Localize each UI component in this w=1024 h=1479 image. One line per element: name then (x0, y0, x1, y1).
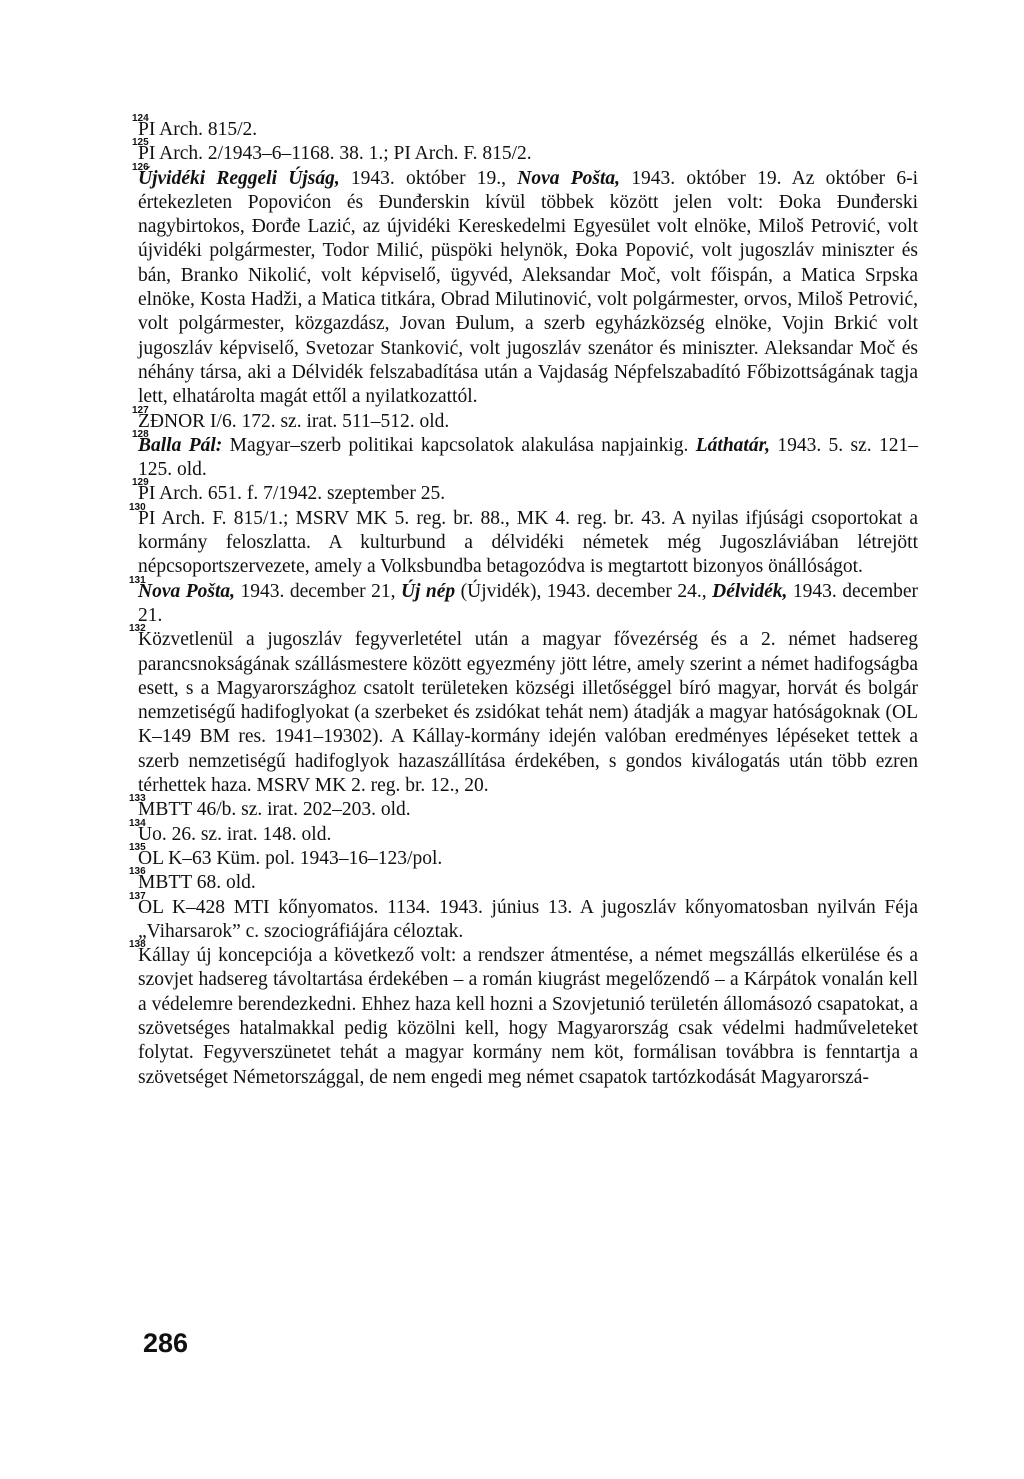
footnote-125 (132, 137, 918, 166)
text-run: 1943. december 21. (138, 580, 919, 626)
footnote-135 (129, 841, 918, 871)
text-run: 1943. december 21, (235, 580, 401, 602)
italic-title: Láthatár, (695, 434, 770, 456)
footnote-number: 134 (129, 817, 146, 829)
footnotes-list (129, 113, 919, 1090)
footnote-text (138, 434, 918, 483)
text-run: 1943. október 19. Az október 6-i értekezleten Popovićon és Đunđerskin kívül többek között jelen volt: Đoka Đunđerski nagybirtokos, Đorđe Lazić, az újvidéki Kereskedelmi Egyesület volt elnöke, Miloš Petrović, volt újvidéki polgármester, Todor Milić, püspöki helynök, Đoka Popović, volt jugoszláv miniszter és bán, Branko Nikolić, volt képviselő, ügyvéd, Aleksandar Moč, volt főispán, a Matica Srpska elnöke, Kosta Hadži, a Matica titkára, Obrad Milutinović, volt polgármester, orvos, Miloš Petrović, volt polgármester, közgazdász, Jovan Đulum, a szerb egyházközség elnöke, Vojin Brkić volt jugoszláv képviselő, Svetozar Stanković, volt jugoszláv szenátor és miniszter. Aleksandar Moč és néhány társa, aki a Délvidék felszabadítása után a Vajdaság Népfelszabadító Főbizottságának tagja lett, elhatárolta magát ettől a nyilatkozattól. (138, 167, 919, 408)
text-run: Kállay új koncepciója a következő volt: a rendszer átmentése, a német megszállás elkerülése és a szovjet hadsereg távoltartása érdekében – a román kiugrást megelőzendő – a Kárpátok vonalán kell a védelemre berendezkedni. Ehhez haza kell hozni a Szovjetunió területén állomásozó csapatokat, a szövetséges hatalmakkal pedig közölni kell, hogy Magyarország csak védelmi hadműveleteket folytat. Fegyverszünetet tehát a magyar kormány nem köt, formálisan továbbra is fenntartja a szövetséget Németországgal, de nem engedi meg német csapatok tartózkodását Magyarorszá- (138, 945, 918, 1088)
italic-title: Új nép (400, 580, 456, 602)
footnote-number: 131 (129, 574, 146, 586)
footnote-number: 128 (132, 428, 149, 440)
footnote-number: 136 (129, 866, 146, 878)
text-run: Uo. 26. sz. irat. 148. old. (138, 823, 332, 845)
text-run: MBTT 68. old. (138, 872, 256, 894)
footnote-number: 126 (132, 161, 149, 173)
footnote-text (138, 410, 918, 434)
italic-title: Nova Pošta, (138, 580, 236, 602)
text-run: Magyar–szerb politikai kapcsolatok alakulása napjainkig. (222, 434, 696, 456)
text-run: PI Arch. 651. f. 7/1942. szeptember 25. (138, 483, 446, 505)
footnote-text (138, 944, 918, 1090)
footnote-132 (129, 623, 918, 798)
footnote-text (138, 142, 918, 166)
text-run: PI Arch. 2/1943–6–1168. 38. 1.; PI Arch. F. 815/2. (138, 143, 532, 165)
text-run: PI Arch. F. 815/1.; MSRV MK 5. reg. br. 88., MK 4. reg. br. 43. A nyilas ifjúsági csoportokat a kormány feloszlatta. A kulturbund a délvidéki németek még Jugoszláviában létrejött népcsoportszervezete, amely a Volksbundba betagozódva is megtartott bizonyos önállóságot. (138, 507, 918, 578)
footnote-number: 125 (132, 137, 149, 149)
text-run: OL K–63 Küm. pol. 1943–16–123/pol. (138, 847, 443, 869)
footnote-text (138, 628, 918, 798)
italic-title: Balla Pál: (138, 434, 223, 456)
italic-title: Délvidék, (712, 580, 788, 602)
footnote-text (138, 847, 918, 871)
footnote-129 (132, 477, 918, 506)
footnote-text (138, 580, 918, 629)
text-run: (Újvidék), 1943. december 24., (455, 580, 713, 602)
footnote-number: 137 (129, 890, 146, 902)
footnote-text (138, 507, 918, 580)
text-run: PI Arch. 815/2. (138, 119, 258, 140)
footnote-136 (129, 866, 918, 895)
footnote-text (138, 798, 918, 822)
footnote-text (138, 118, 918, 142)
footnote-124 (132, 113, 918, 142)
footnote-number: 133 (129, 793, 146, 805)
footnote-number: 130 (129, 501, 146, 513)
footnote-number: 127 (132, 404, 149, 416)
footnote-text (138, 823, 918, 847)
text-run: 1943. október 19., (339, 167, 518, 189)
footnote-text (138, 896, 918, 945)
footnote-133 (129, 793, 918, 822)
footnote-text (138, 482, 918, 506)
text-run: 1943. 5. sz. 121–125. old. (138, 434, 918, 481)
text-run: MBTT 46/b. sz. irat. 202–203. old. (138, 799, 411, 821)
italic-title: Nova Pošta, (517, 167, 621, 189)
footnote-number: 138 (129, 939, 146, 951)
text-run: OL K–428 MTI kőnyomatos. 1134. 1943. június 13. A jugoszláv kőnyomatosban nyilván Féja „Viharsarok” c. szociográfiájára céloztak. (138, 896, 918, 942)
footnote-text (138, 167, 918, 410)
footnote-text (138, 871, 918, 895)
footnote-number: 132 (129, 623, 146, 635)
italic-title: Újvidéki Reggeli Újság, (138, 167, 340, 189)
footnote-number: 129 (132, 477, 149, 489)
page-number: 286 (143, 1328, 189, 1358)
text-run: Közvetlenül a jugoszláv fegyverletétel után a magyar fővezérség és a 2. német hadsereg parancsnokságának szállásmestere között egyezmény jött létre, amely szerint a német hadifogságba esett, s a Magyarországhoz csatolt területeken községi illetőséggel bíró magyar, horvát és bolgár nemzetiségű hadifoglyokat (a szerbeket és zsidókat tehát nem) átadják a magyar hatóságoknak (OL K–149 BM res. 1941–19302). A Kállay-kormány idején valóban eredményes lépéseket tettek a szerb nemzetiségű hadifoglyok hazaszállítása érdekében, s gondos kiválogatás után több ezren térhettek haza. MSRV MK 2. reg. br. 12., 20. (138, 629, 918, 797)
footnote-number: 135 (129, 841, 146, 853)
footnote-138 (129, 939, 918, 1090)
text-run: ZĐNOR I/6. 172. sz. irat. 511–512. old. (138, 410, 450, 432)
footnote-number: 124 (132, 113, 149, 124)
